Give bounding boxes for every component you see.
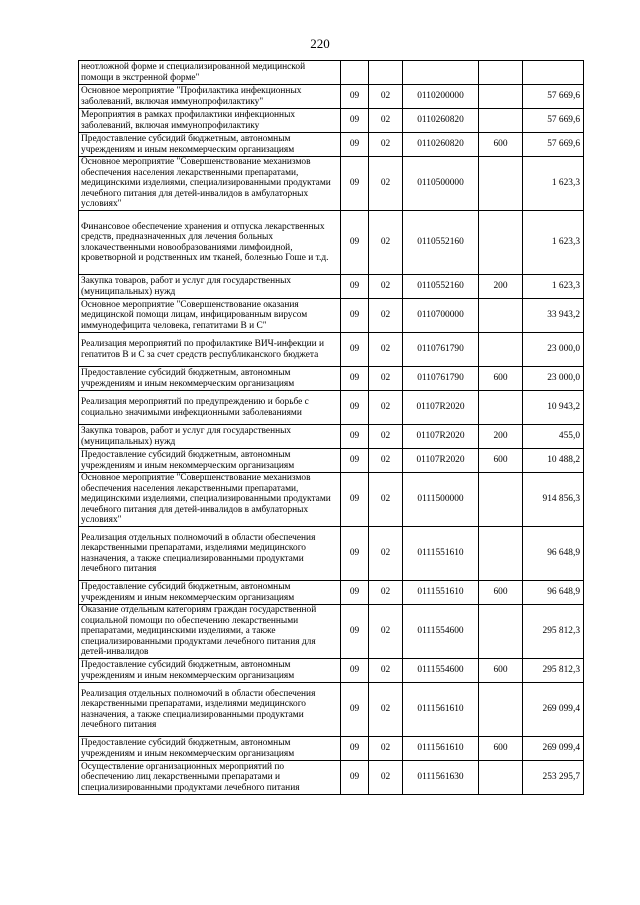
row-subsection-cell: 02 [369, 133, 403, 157]
row-name-cell: Реализация отдельных полномочий в области обеспечения лекарственными препаратами, изделиями медицинского назначения, а также специализированными продуктами лечебного питания [79, 683, 341, 737]
table-row [79, 473, 584, 527]
row-target-article-cell: 0110500000 [403, 157, 479, 211]
row-amount-cell: 295 812,3 [523, 659, 584, 683]
row-expense-type-cell [479, 761, 523, 795]
row-section-cell: 09 [341, 527, 369, 581]
row-section-cell: 09 [341, 737, 369, 761]
row-section-cell: 09 [341, 133, 369, 157]
row-target-article-cell [403, 61, 479, 85]
row-target-article-cell: 01107R2020 [403, 391, 479, 425]
row-section-cell: 09 [341, 275, 369, 299]
table-row [79, 275, 584, 299]
row-amount-cell: 96 648,9 [523, 527, 584, 581]
row-expense-type-cell [479, 157, 523, 211]
row-expense-type-cell: 600 [479, 659, 523, 683]
row-name-cell: Основное мероприятие "Профилактика инфекционных заболеваний, включая иммунопрофилактику" [79, 85, 341, 109]
table-row [79, 109, 584, 133]
row-expense-type-cell: 600 [479, 737, 523, 761]
row-target-article-cell: 01107R2020 [403, 425, 479, 449]
row-amount-cell: 269 099,4 [523, 737, 584, 761]
row-section-cell: 09 [341, 473, 369, 527]
budget-table [78, 60, 584, 795]
table-row [79, 527, 584, 581]
row-amount-cell: 914 856,3 [523, 473, 584, 527]
row-expense-type-cell [479, 391, 523, 425]
row-subsection-cell: 02 [369, 157, 403, 211]
row-subsection-cell [369, 61, 403, 85]
table-row [79, 425, 584, 449]
row-subsection-cell: 02 [369, 683, 403, 737]
row-target-article-cell: 0111551610 [403, 581, 479, 605]
row-section-cell: 09 [341, 659, 369, 683]
row-name-cell: Предоставление субсидий бюджетным, автономным учреждениям и иным некоммерческим организациям [79, 737, 341, 761]
table-row [79, 605, 584, 659]
row-subsection-cell: 02 [369, 761, 403, 795]
row-amount-cell: 10 488,2 [523, 449, 584, 473]
row-expense-type-cell: 600 [479, 133, 523, 157]
row-amount-cell: 1 623,3 [523, 275, 584, 299]
row-subsection-cell: 02 [369, 211, 403, 275]
row-expense-type-cell [479, 211, 523, 275]
row-target-article-cell: 0110552160 [403, 275, 479, 299]
row-subsection-cell: 02 [369, 275, 403, 299]
row-section-cell: 09 [341, 449, 369, 473]
row-amount-cell: 10 943,2 [523, 391, 584, 425]
row-name-cell: Осуществление организационных мероприятий по обеспечению лиц лекарственными препаратами и специализированными продуктами лечебного питания [79, 761, 341, 795]
row-amount-cell: 33 943,2 [523, 299, 584, 333]
table-row [79, 61, 584, 85]
row-amount-cell: 57 669,6 [523, 109, 584, 133]
row-target-article-cell: 0111554600 [403, 659, 479, 683]
row-target-article-cell: 0111561630 [403, 761, 479, 795]
row-amount-cell: 1 623,3 [523, 157, 584, 211]
row-amount-cell [523, 61, 584, 85]
row-section-cell: 09 [341, 157, 369, 211]
row-section-cell: 09 [341, 683, 369, 737]
row-subsection-cell: 02 [369, 659, 403, 683]
row-amount-cell: 253 295,7 [523, 761, 584, 795]
table-row [79, 737, 584, 761]
row-section-cell: 09 [341, 333, 369, 367]
row-target-article-cell: 0111551610 [403, 527, 479, 581]
row-section-cell: 09 [341, 367, 369, 391]
row-section-cell: 09 [341, 605, 369, 659]
row-amount-cell: 295 812,3 [523, 605, 584, 659]
row-section-cell: 09 [341, 425, 369, 449]
budget-table-body [79, 61, 584, 795]
row-name-cell: Реализация отдельных полномочий в области обеспечения лекарственными препаратами, изделиями медицинского назначения, а также специализированными продуктами лечебного питания [79, 527, 341, 581]
row-amount-cell: 23 000,0 [523, 333, 584, 367]
table-row [79, 581, 584, 605]
row-amount-cell: 96 648,9 [523, 581, 584, 605]
row-subsection-cell: 02 [369, 109, 403, 133]
row-amount-cell: 269 099,4 [523, 683, 584, 737]
row-target-article-cell: 0110260820 [403, 133, 479, 157]
row-subsection-cell: 02 [369, 449, 403, 473]
row-name-cell: Предоставление субсидий бюджетным, автономным учреждениям и иным некоммерческим организациям [79, 367, 341, 391]
page-number: 220 [310, 36, 330, 51]
row-expense-type-cell [479, 333, 523, 367]
row-target-article-cell: 0111561610 [403, 683, 479, 737]
row-name-cell: Основное мероприятие "Совершенствование механизмов обеспечения населения лекарственными препаратами, медицинскими изделиями, специализированными продуктами лечебного питания для детей-инвалидов в амбулаторных условиях" [79, 473, 341, 527]
row-expense-type-cell [479, 61, 523, 85]
row-target-article-cell: 0110552160 [403, 211, 479, 275]
table-row [79, 211, 584, 275]
row-target-article-cell: 0111554600 [403, 605, 479, 659]
row-expense-type-cell: 600 [479, 581, 523, 605]
row-target-article-cell: 0110761790 [403, 367, 479, 391]
row-amount-cell: 57 669,6 [523, 133, 584, 157]
row-expense-type-cell [479, 527, 523, 581]
table-row [79, 391, 584, 425]
table-row [79, 367, 584, 391]
row-target-article-cell: 0111561610 [403, 737, 479, 761]
row-expense-type-cell: 200 [479, 275, 523, 299]
row-section-cell: 09 [341, 211, 369, 275]
row-subsection-cell: 02 [369, 737, 403, 761]
row-name-cell: Финансовое обеспечение хранения и отпуска лекарственных средств, предназначенных для лечения больных злокачественными новообразованиями лимфоидной, кроветворной и родственных им тканей, болезнью Гоше и т.д. [79, 211, 341, 275]
row-name-cell: Закупка товаров, работ и услуг для государственных (муниципальных) нужд [79, 275, 341, 299]
row-expense-type-cell [479, 109, 523, 133]
table-row [79, 449, 584, 473]
row-name-cell: Оказание отдельным категориям граждан государственной социальной помощи по обеспечению лекарственными препаратами, медицинскими изделиями, а также специализированными продуктами лечебного питания для детей-инвалидов [79, 605, 341, 659]
row-section-cell: 09 [341, 581, 369, 605]
row-expense-type-cell: 600 [479, 367, 523, 391]
table-row [79, 85, 584, 109]
row-target-article-cell: 0111500000 [403, 473, 479, 527]
row-subsection-cell: 02 [369, 425, 403, 449]
row-section-cell: 09 [341, 761, 369, 795]
row-subsection-cell: 02 [369, 85, 403, 109]
table-row [79, 333, 584, 367]
row-name-cell: Основное мероприятие "Совершенствование оказания медицинской помощи лицам, инфицированным вирусом иммунодефицита человека, гепатитами В и С" [79, 299, 341, 333]
row-subsection-cell: 02 [369, 473, 403, 527]
row-name-cell: Предоставление субсидий бюджетным, автономным учреждениям и иным некоммерческим организациям [79, 581, 341, 605]
row-amount-cell: 57 669,6 [523, 85, 584, 109]
table-row [79, 761, 584, 795]
row-section-cell: 09 [341, 85, 369, 109]
row-name-cell: Реализация мероприятий по предупреждению и борьбе с социально значимыми инфекционными заболеваниями [79, 391, 341, 425]
row-subsection-cell: 02 [369, 333, 403, 367]
table-row [79, 659, 584, 683]
row-target-article-cell: 01107R2020 [403, 449, 479, 473]
row-target-article-cell: 0110761790 [403, 333, 479, 367]
table-row [79, 157, 584, 211]
table-row [79, 133, 584, 157]
row-subsection-cell: 02 [369, 527, 403, 581]
row-expense-type-cell [479, 473, 523, 527]
row-subsection-cell: 02 [369, 367, 403, 391]
row-target-article-cell: 0110200000 [403, 85, 479, 109]
table-row [79, 683, 584, 737]
table-row [79, 299, 584, 333]
row-expense-type-cell: 200 [479, 425, 523, 449]
row-section-cell: 09 [341, 109, 369, 133]
row-name-cell: Предоставление субсидий бюджетным, автономным учреждениям и иным некоммерческим организациям [79, 659, 341, 683]
row-name-cell: Предоставление субсидий бюджетным, автономным учреждениям и иным некоммерческим организациям [79, 449, 341, 473]
row-expense-type-cell [479, 299, 523, 333]
row-name-cell: Предоставление субсидий бюджетным, автономным учреждениям и иным некоммерческим организациям [79, 133, 341, 157]
row-expense-type-cell: 600 [479, 449, 523, 473]
row-expense-type-cell [479, 85, 523, 109]
row-subsection-cell: 02 [369, 581, 403, 605]
row-section-cell: 09 [341, 299, 369, 333]
row-subsection-cell: 02 [369, 299, 403, 333]
row-subsection-cell: 02 [369, 391, 403, 425]
row-expense-type-cell [479, 683, 523, 737]
row-section-cell: 09 [341, 391, 369, 425]
row-amount-cell: 455,0 [523, 425, 584, 449]
row-amount-cell: 1 623,3 [523, 211, 584, 275]
row-section-cell [341, 61, 369, 85]
row-name-cell: Основное мероприятие "Совершенствование механизмов обеспечения населения лекарственными препаратами, медицинскими изделиями, специализированными продуктами лечебного питания для детей-инвалидов в амбулаторных условиях" [79, 157, 341, 211]
row-expense-type-cell [479, 605, 523, 659]
row-name-cell: Мероприятия в рамках профилактики инфекционных заболеваний, включая иммунопрофилактику [79, 109, 341, 133]
row-amount-cell: 23 000,0 [523, 367, 584, 391]
row-name-cell: неотложной форме и специализированной медицинской помощи в экстренной форме" [79, 61, 341, 85]
row-name-cell: Реализация мероприятий по профилактике ВИЧ-инфекции и гепатитов В и С за счет средств республиканского бюджета [79, 333, 341, 367]
row-target-article-cell: 0110260820 [403, 109, 479, 133]
row-subsection-cell: 02 [369, 605, 403, 659]
row-target-article-cell: 0110700000 [403, 299, 479, 333]
row-name-cell: Закупка товаров, работ и услуг для государственных (муниципальных) нужд [79, 425, 341, 449]
